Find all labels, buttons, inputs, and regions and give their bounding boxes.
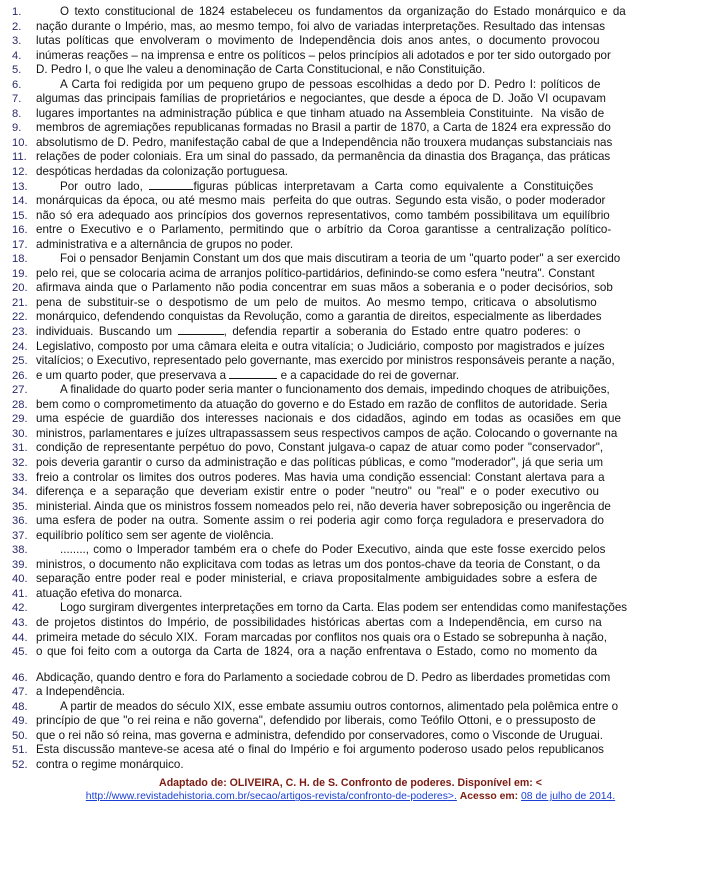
line-text xyxy=(36,296,701,311)
text-line xyxy=(6,252,701,267)
line-text-segment: entre o Executivo e o Parlamento, permitindo que o arbítrio da Coroa garantisse a centralização político- xyxy=(36,223,612,237)
line-number: 3. xyxy=(12,35,22,48)
line-number: 38. xyxy=(12,544,28,557)
line-number: 4. xyxy=(12,49,22,62)
text-line xyxy=(6,758,701,773)
line-text-segment: a Independência. xyxy=(36,685,125,699)
text-line xyxy=(6,601,701,616)
text-line xyxy=(6,5,701,20)
line-text-segment: ministerial. Ainda que os ministros fossem nomeados pelo rei, não deveria haver sobreposição ou ingerência de xyxy=(36,499,611,513)
line-text-segment: que o rei não só reina, mas governa e administra, defendido por conservadores, como o Visconde de Uruguai. xyxy=(36,728,603,742)
text-line xyxy=(6,685,701,700)
line-text xyxy=(36,20,701,35)
line-text-segment: Esta discussão manteve-se acesa até o final do Império e foi argumento poderoso usado pelos republicanos xyxy=(36,743,604,757)
line-text-segment: individuais. Buscando um xyxy=(36,325,178,339)
line-number: 14. xyxy=(12,195,28,208)
line-text-segment: separação entre poder real e poder ministerial, e criava propositalmente ambiguidades sobre a esfera de xyxy=(36,572,598,586)
line-text xyxy=(36,743,701,758)
text-line xyxy=(6,558,701,573)
line-number: 49. xyxy=(12,715,28,728)
line-text xyxy=(36,412,701,427)
numbered-text-body xyxy=(6,5,701,772)
text-line xyxy=(6,743,701,758)
text-line xyxy=(6,645,701,660)
line-text-segment: condição de representante perpétuo do povo, Constant julgava-o capaz de atuar como poder "conservador", xyxy=(36,441,604,455)
line-text-segment: equilíbrio político sem ser agente de violência. xyxy=(36,528,274,542)
text-line xyxy=(6,165,701,180)
text-line xyxy=(6,267,701,282)
line-text-segment: ........, como o Imperador também era o chefe do Poder Executivo, ainda que este fosse exercido pelos xyxy=(60,543,606,557)
line-text xyxy=(36,543,701,558)
line-number: 13. xyxy=(12,180,28,193)
text-line xyxy=(6,340,701,355)
text-line xyxy=(6,369,701,384)
line-text-segment: pelo rei, que se colocaria acima de arranjos político-partidários, definindo-se como esfera "neutra". Constant xyxy=(36,266,595,280)
line-text-segment: , defendia repartir a soberania do Estado entre quatro poderes: o xyxy=(223,325,581,339)
line-text-segment: algumas das principais famílias de proprietários e negociantes, que desde a época de D. João VI ocupavam xyxy=(36,92,606,106)
text-line xyxy=(6,354,701,369)
line-text xyxy=(36,252,701,267)
text-line xyxy=(6,20,701,35)
text-line xyxy=(6,700,701,715)
text-line xyxy=(6,441,701,456)
line-text-segment: de projetos distintos do Império, de possibilidades históricas abertas com a Independência, em curso na xyxy=(36,615,602,629)
line-text-segment: vitalícios; o Executivo, representado pelo governante, mas exercido por ministros responsáveis perante a nação, xyxy=(36,354,615,368)
line-text-segment: administrativa e a alternância de grupos no poder. xyxy=(36,237,294,251)
line-text-segment: despóticas herdadas da colonização portuguesa. xyxy=(36,165,289,179)
line-text xyxy=(36,601,701,616)
line-text xyxy=(36,700,701,715)
line-number: 25. xyxy=(12,355,28,368)
text-line xyxy=(6,383,701,398)
line-text xyxy=(36,671,701,686)
text-line xyxy=(6,671,701,686)
line-number: 9. xyxy=(12,122,22,135)
line-number: 2. xyxy=(12,20,22,33)
line-text xyxy=(36,471,701,486)
line-text-segment: e a capacidade do rei de governar. xyxy=(277,368,460,382)
line-text xyxy=(36,49,701,64)
line-text-segment: A partir de meados do século XIX, esse embate assumiu outros contornos, alimentado pela polêmica entre o xyxy=(60,699,619,713)
line-text xyxy=(36,121,701,136)
source-url-link[interactable]: http://www.revistadehistoria.com.br/secao/artigos-revista/confronto-de-poderes xyxy=(85,791,448,803)
fill-in-blank xyxy=(229,378,277,379)
paragraph-gap xyxy=(6,660,701,671)
text-line xyxy=(6,194,701,209)
text-line xyxy=(6,572,701,587)
line-number: 33. xyxy=(12,471,28,484)
line-text xyxy=(36,223,701,238)
line-text xyxy=(36,354,701,369)
line-text-segment: absolutismo de D. Pedro, manifestação cabal de que a Independência não trouxera mudanças substanciais nas xyxy=(36,135,613,149)
line-number: 28. xyxy=(12,398,28,411)
text-line xyxy=(6,514,701,529)
line-text-segment: nação durante o Império, mas, ao mesmo tempo, foi alvo de variadas interpretações. Resultado das intensas xyxy=(36,19,606,33)
text-line xyxy=(6,136,701,151)
line-text-segment: diferença e a separação que deveriam existir entre o poder "neutro" ou "real" e o poder executivo ou xyxy=(36,485,599,499)
line-number: 26. xyxy=(12,369,28,382)
text-line xyxy=(6,471,701,486)
text-line xyxy=(6,78,701,93)
line-text xyxy=(36,383,701,398)
line-text xyxy=(36,514,701,529)
line-number: 17. xyxy=(12,238,28,251)
fill-in-blank xyxy=(149,189,193,190)
line-text xyxy=(36,758,701,773)
line-number: 48. xyxy=(12,700,28,713)
line-text xyxy=(36,369,701,384)
line-number: 18. xyxy=(12,253,28,266)
line-text-segment: monárquicas da época, ou até mesmo mais perfeita do que outras. Segundo esta visão, o poder moderador xyxy=(36,194,606,208)
line-text-segment: freio a controlar os limites dos outros poderes. Mas havia uma condição essencial: Constant alertava para a xyxy=(36,470,605,484)
line-text-segment: pena de substituir-se o despotismo de um pelo de muitos. Ao mesmo tempo, criticava o absolutismo xyxy=(36,295,597,309)
line-text-segment: monárquico, defendendo conquistas da Revolução, como a garantia de direitos, especialmente as liberdades xyxy=(36,310,602,324)
text-line xyxy=(6,121,701,136)
line-number: 37. xyxy=(12,529,28,542)
line-text-segment: lutas políticas que envolveram o movimento de Independência dois anos antes, o documento provocou xyxy=(36,34,600,48)
line-text xyxy=(36,572,701,587)
text-line xyxy=(6,485,701,500)
line-text xyxy=(36,558,701,573)
line-text xyxy=(36,5,701,20)
line-text xyxy=(36,485,701,500)
line-text-segment: A finalidade do quarto poder seria manter o funcionamento dos demais, impedindo choques de atribuições, xyxy=(60,383,610,397)
line-text-segment: primeira metade do século XIX. Foram marcadas por conflitos nos quais ora o Estado se sobrepunha à nação, xyxy=(36,630,607,644)
line-text-segment: membros de agremiações republicanas formadas no Brasil a partir de 1870, a Carta de 1824 era expressão do xyxy=(36,121,611,135)
line-number: 11. xyxy=(12,151,27,164)
text-line xyxy=(6,49,701,64)
text-line xyxy=(6,296,701,311)
line-number: 44. xyxy=(12,631,28,644)
line-text-segment: pois deveria garantir o curso da administração e das políticas públicas, e como "moderador", já que seria um xyxy=(36,455,604,469)
text-line xyxy=(6,587,701,602)
text-line xyxy=(6,150,701,165)
source-url-close: >. xyxy=(447,791,457,803)
line-number: 32. xyxy=(12,456,28,469)
line-number: 30. xyxy=(12,427,28,440)
line-text xyxy=(36,325,701,340)
line-text-segment: o que foi feito com a outorga da Carta de 1824, ora a nação enfrentava o Estado, como no momento da xyxy=(36,645,598,659)
line-number: 22. xyxy=(12,311,28,324)
line-number: 43. xyxy=(12,616,28,629)
line-number: 50. xyxy=(12,729,28,742)
source-citation-line: Adaptado de: OLIVEIRA, C. H. de S. Confronto de poderes. Disponível em: < xyxy=(159,777,542,790)
line-text xyxy=(36,165,701,180)
line-number: 20. xyxy=(12,282,28,295)
line-number: 19. xyxy=(12,267,28,280)
line-text xyxy=(36,34,701,49)
fill-in-blank xyxy=(178,334,224,335)
line-text-segment: inúmeras reações – na imprensa e entre os políticos – pelos princípios ali adotados e por ter sido outorgado por xyxy=(36,48,611,62)
line-number: 7. xyxy=(12,93,22,106)
line-number: 8. xyxy=(12,107,22,120)
line-text-segment: princípio de que "o rei reina e não governa", defendido por liberais, como Teófilo Ottoni, e o pressuposto de xyxy=(36,714,596,728)
text-line xyxy=(6,500,701,515)
line-text xyxy=(36,616,701,631)
line-number: 46. xyxy=(12,671,28,684)
line-text-segment: figuras públicas interpretavam a Carta como equivalente a Constituições xyxy=(193,179,594,193)
line-text-segment: não só era adequado aos princípios dos governos representativos, como também possibilitava um equilíbrio xyxy=(36,208,610,222)
line-text-segment: A Carta foi redigida por um pequeno grupo de pessoas escolhidas a dedo por D. Pedro I: políticos de xyxy=(60,77,601,91)
line-text xyxy=(36,63,701,78)
line-text-segment: Foi o pensador Benjamin Constant um dos que mais discutiram a teoria de um "quarto poder" a ser exercido xyxy=(60,252,621,266)
line-text xyxy=(36,631,701,646)
text-line xyxy=(6,398,701,413)
line-text xyxy=(36,136,701,151)
line-text xyxy=(36,714,701,729)
line-number: 21. xyxy=(12,296,28,309)
line-number: 47. xyxy=(12,686,28,699)
line-text-segment: e um quarto poder, que preservava a xyxy=(36,368,230,382)
line-text-segment: O texto constitucional de 1824 estabeleceu os fundamentos da organização do Estado monárquico e da xyxy=(60,5,626,18)
line-text-segment: D. Pedro I, o que lhe valeu a denominação de Carta Constitucional, e não Constituição. xyxy=(36,63,486,77)
line-text xyxy=(36,238,701,253)
line-number: 41. xyxy=(12,587,28,600)
text-line xyxy=(6,325,701,340)
line-number: 29. xyxy=(12,413,28,426)
line-text xyxy=(36,456,701,471)
text-line xyxy=(6,209,701,224)
line-text-segment: relações de poder coloniais. Era um sinal do passado, da permanência da dinastia dos Bragança, das práticas xyxy=(36,150,611,164)
text-line xyxy=(6,34,701,49)
line-text-segment: Legislativo, composto por uma câmara eleita e outra vitalícia; o Judiciário, composto por magistrados e juízes xyxy=(36,339,605,353)
line-text xyxy=(36,340,701,355)
line-text xyxy=(36,529,701,544)
line-text xyxy=(36,150,701,165)
line-number: 51. xyxy=(12,744,28,757)
access-label: Acesso em: xyxy=(459,791,519,803)
text-line xyxy=(6,63,701,78)
line-number: 40. xyxy=(12,573,28,586)
line-number: 15. xyxy=(12,209,28,222)
line-text xyxy=(36,685,701,700)
access-date: 08 de julho de 2014. xyxy=(521,791,616,803)
line-text-segment: uma esfera de poder na outra. Somente assim o rei poderia agir como força reguladora e preservadora do xyxy=(36,514,604,528)
text-line xyxy=(6,616,701,631)
line-number: 6. xyxy=(12,78,22,91)
text-line xyxy=(6,529,701,544)
line-number: 24. xyxy=(12,340,28,353)
line-number: 5. xyxy=(12,64,22,77)
line-number: 1. xyxy=(12,6,22,18)
line-text-segment: Logo surgiram divergentes interpretações em torno da Carta. Elas podem ser entendidas como manifestações xyxy=(60,601,628,615)
line-text xyxy=(36,645,701,660)
text-line xyxy=(6,180,701,195)
text-line xyxy=(6,92,701,107)
line-number: 34. xyxy=(12,486,28,499)
line-text-segment: Por outro lado, xyxy=(60,179,150,193)
line-text xyxy=(36,92,701,107)
line-text-segment: ministros, o documento não explicitava com todas as letras um dos pontos-chave da teoria de Constant, o da xyxy=(36,557,601,571)
text-line xyxy=(6,310,701,325)
line-text-segment: Abdicação, quando dentro e fora do Parlamento a sociedade cobrou de D. Pedro as liberdades prometidas com xyxy=(36,670,611,684)
line-text xyxy=(36,310,701,325)
source-url-line xyxy=(6,790,695,804)
line-number: 36. xyxy=(12,515,28,528)
line-text xyxy=(36,398,701,413)
line-text xyxy=(36,587,701,602)
line-text xyxy=(36,441,701,456)
line-number: 31. xyxy=(12,442,28,455)
text-line xyxy=(6,714,701,729)
line-text xyxy=(36,500,701,515)
line-text-segment: contra o regime monárquico. xyxy=(36,757,184,771)
line-text xyxy=(36,267,701,282)
text-line xyxy=(6,238,701,253)
line-number: 12. xyxy=(12,166,28,179)
line-text xyxy=(36,78,701,93)
text-line xyxy=(6,543,701,558)
line-number: 16. xyxy=(12,224,28,237)
text-line xyxy=(6,427,701,442)
text-line xyxy=(6,107,701,122)
line-text xyxy=(36,729,701,744)
line-text-segment: bem como o comprometimento da atuação do governo e do Estado em razão de conflitos de autoridade. Seria xyxy=(36,397,608,411)
text-line xyxy=(6,412,701,427)
line-text xyxy=(36,427,701,442)
line-number: 23. xyxy=(12,326,28,339)
line-number: 42. xyxy=(12,602,28,615)
line-number: 10. xyxy=(12,136,28,149)
line-text xyxy=(36,107,701,122)
text-line xyxy=(6,631,701,646)
text-line xyxy=(6,729,701,744)
line-text-segment: afirmava ainda que o Parlamento não podia concentrar em suas mãos a soberania e o poder decisórios, sob xyxy=(36,281,613,295)
line-number: 35. xyxy=(12,500,28,513)
line-number: 39. xyxy=(12,558,28,571)
line-text-segment: atuação efetiva do monarca. xyxy=(36,586,183,600)
line-number: 45. xyxy=(12,646,28,659)
line-text xyxy=(36,194,701,209)
text-line xyxy=(6,223,701,238)
line-text-segment: ministros, parlamentares e juízes ultrapassassem seus respectivos campos de ação. Colocando o governante na xyxy=(36,426,618,440)
line-text-segment: uma espécie de guardião dos interesses nacionais e dos cidadãos, agindo em todas as ocasiões em que xyxy=(36,412,621,426)
line-text xyxy=(36,209,701,224)
text-line xyxy=(6,281,701,296)
line-text xyxy=(36,180,701,195)
source-attribution xyxy=(6,776,701,804)
text-line xyxy=(6,456,701,471)
line-number: 27. xyxy=(12,384,28,397)
line-text-segment: lugares importantes na administração pública e que tinham atuado na Assembleia Constituinte. Na visão de xyxy=(36,106,605,120)
line-text xyxy=(36,281,701,296)
line-number: 52. xyxy=(12,758,28,771)
